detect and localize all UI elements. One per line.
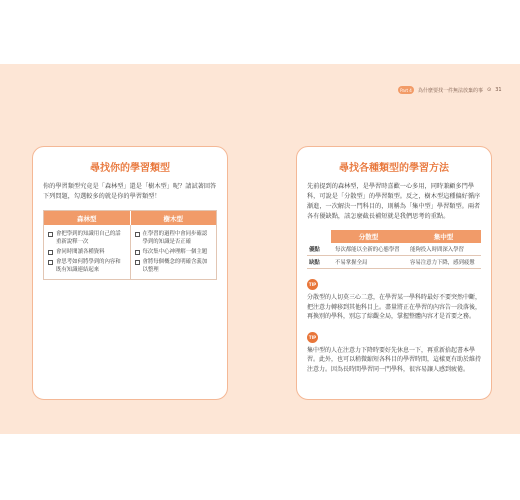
checkbox[interactable]	[135, 260, 140, 265]
tip-text: 分散型的人切莫三心二意，在學習某一學科時最好不要突然中斷，把注意力轉移到其他科目上。盡量將正在學習的內容告一段落後，再換別的學科，別忘了綜觀全局，掌握整體內容才是首要之務。	[307, 294, 482, 320]
methods-card-intro: 先前提到的森林型，是學習時喜歡一心多用，同時兼顧多門學科，可說是「分散型」的學習類型。反之，樹木型這種偏好循序漸進，一次解決一門科目的，則稱為「集中型」學習類型。兩者各有優缺點，該怎麼截長補短就是我們思考的重點。	[307, 183, 481, 220]
checklist-item	[135, 258, 213, 274]
checklist-item-text: 會思考如何將學到的內容和既有知識連結起來	[56, 259, 121, 273]
checklist-item-text: 會把學到的知識用自己的話重新說釋一次	[56, 231, 121, 245]
checkbox[interactable]	[135, 250, 140, 255]
tip-text: 集中型的人在注意力下降時要好先休息一下，再重新拾起書本學習。此外，也可以稍微縮短各科目的學習時間，這樣更有助於維持注意力。因為長時間學習同一門學科，很容易讓人感到疲倦。	[307, 346, 482, 373]
methods-card-title: 尋找各種類型的學習方法	[339, 163, 449, 174]
checklist-item	[48, 230, 126, 246]
checkbox[interactable]	[48, 260, 53, 265]
type-checklist-header	[44, 211, 216, 225]
table-row	[307, 243, 481, 256]
forest-type-column	[44, 225, 131, 279]
running-header	[398, 86, 502, 94]
quiz-card-intro: 你的學習類型究竟是「森林型」還是「樹木型」呢？請試著回答下列問題，勾選較多的就是你的學習類型！	[43, 183, 217, 200]
checklist-item-text: 每次集中心神理解一個主題	[142, 249, 208, 255]
pros-cons-header	[307, 230, 481, 243]
chapter-badge: Part 4	[398, 86, 414, 94]
tip-icon: TIP	[307, 279, 318, 290]
row-label: 缺點	[309, 260, 320, 266]
checkbox[interactable]	[48, 232, 53, 237]
focused-cell: 能夠投入時間深入學習	[410, 247, 464, 253]
tip-block	[307, 332, 481, 375]
dispersed-type-header: 分散型	[331, 230, 406, 243]
running-title: 為什麼要找一件無法放棄的事	[418, 87, 484, 94]
dispersed-cell: 不易掌握全局	[335, 260, 368, 266]
tip-icon: TIP	[307, 332, 318, 343]
checklist-item	[48, 258, 126, 274]
page-separator: ⊙	[487, 87, 492, 93]
dispersed-cell: 每次都能以全新的心態學習	[335, 247, 400, 253]
table-row	[307, 256, 481, 269]
tree-type-column	[131, 225, 217, 279]
checklist-item	[48, 248, 126, 256]
learning-type-quiz-card	[32, 146, 228, 400]
page-number: 31	[495, 87, 502, 93]
type-checklist-table	[43, 210, 217, 280]
checklist-item-text: 會同時閱讀各種資料	[56, 249, 105, 255]
row-label: 優點	[309, 247, 320, 253]
quiz-card-title: 尋找你的學習類型	[90, 163, 170, 174]
focused-type-header: 集中型	[406, 230, 481, 243]
checklist-item-text: 會將每個概念的明確含義加以整理	[142, 259, 208, 273]
focused-cell: 容易注意力下降，感到疲憊	[410, 260, 475, 266]
checklist-item	[135, 248, 213, 256]
learning-methods-card	[296, 146, 492, 400]
tree-type-header: 樹木型	[163, 214, 183, 223]
checklist-item-text: 在學習的過程中會同步確認學到的知識是否正確	[142, 231, 208, 245]
pros-cons-table	[307, 230, 481, 269]
tip-block	[307, 279, 481, 322]
checkbox[interactable]	[135, 232, 140, 237]
checkbox[interactable]	[48, 250, 53, 255]
forest-type-header: 森林型	[44, 211, 131, 225]
checklist-item	[135, 230, 213, 246]
